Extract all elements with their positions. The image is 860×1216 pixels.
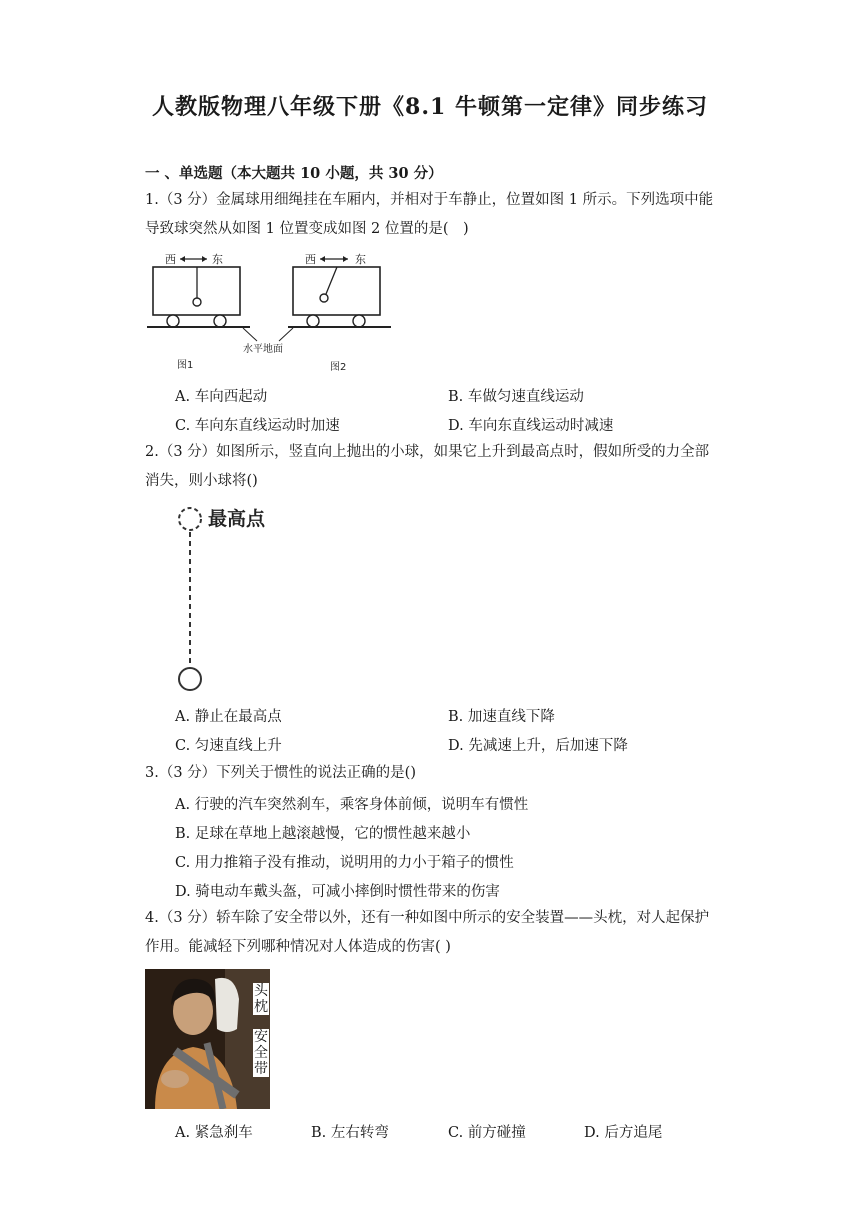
q4-option-d[interactable]: D. 后方追尾 xyxy=(584,1125,663,1141)
q3-option-d[interactable]: D. 骑电动车戴头盔，可减小摔倒时惯性带来的伤害 xyxy=(175,884,500,900)
q2-option-c[interactable]: C. 匀速直线上升 xyxy=(175,738,282,754)
q4-option-b[interactable]: B. 左右转弯 xyxy=(311,1125,389,1141)
west-label-2: 西 xyxy=(305,253,316,266)
q1-option-b[interactable]: B. 车做匀速直线运动 xyxy=(448,389,584,405)
q2-option-b[interactable]: B. 加速直线下降 xyxy=(448,709,555,725)
question-2-text: 2.（3 分）如图所示，竖直向上抛出的小球，如果它上升到最高点时，假如所受的力全部消失，则小球将() xyxy=(145,444,710,489)
car-figure-2 xyxy=(288,253,391,373)
q3-option-a[interactable]: A. 行驶的汽车突然刹车，乘客身体前倾，说明车有惯性 xyxy=(175,797,529,813)
q3-option-b[interactable]: B. 足球在草地上越滚越慢，它的惯性越来越小 xyxy=(175,826,471,842)
page-title: 人教版物理八年级下册《8.1 牛顿第一定律》同步练习 xyxy=(152,94,708,120)
question-1-figure xyxy=(145,248,395,378)
q1-option-c[interactable]: C. 车向东直线运动时加速 xyxy=(175,418,340,434)
highest-point-label: 最高点 xyxy=(208,508,266,530)
q3-option-c[interactable]: C. 用力推箱子没有推动，说明用的力小于箱子的惯性 xyxy=(175,855,514,871)
q4-option-a[interactable]: A. 紧急刹车 xyxy=(175,1125,253,1141)
west-label-1: 西 xyxy=(165,253,176,266)
east-label-2: 东 xyxy=(355,253,366,266)
q2-option-a[interactable]: A. 静止在最高点 xyxy=(175,709,282,725)
q2-option-d[interactable]: D. 先减速上升，后加速下降 xyxy=(448,738,628,754)
question-3-text: 3.（3 分）下列关于惯性的说法正确的是() xyxy=(145,765,416,781)
seatbelt-label: 安全带 xyxy=(254,1029,268,1077)
q4-option-c[interactable]: C. 前方碰撞 xyxy=(448,1125,526,1141)
question-1-text: 1.（3 分）金属球用细绳挂在车厢内，并相对于车静止，位置如图 1 所示。下列选项中能导致球突然从如图 1 位置变成如图 2 位置的是( ) xyxy=(145,192,714,237)
figure-2-label: 图2 xyxy=(330,362,347,373)
q1-option-d[interactable]: D. 车向东直线运动时减速 xyxy=(448,418,614,434)
q1-option-a[interactable]: A. 车向西起动 xyxy=(175,389,268,405)
car-seat-illustration xyxy=(145,969,270,1109)
question-2-figure xyxy=(168,500,288,700)
headrest-label: 头枕 xyxy=(254,983,268,1015)
section-heading: 一 、单选题（本大题共 10 小题，共 30 分） xyxy=(145,165,443,182)
car-figure-1 xyxy=(147,253,250,371)
headrest-photo xyxy=(145,969,270,1109)
ground-label: 水平地面 xyxy=(243,344,283,355)
figure-1-label: 图1 xyxy=(177,360,194,371)
question-4-text: 4.（3 分）轿车除了安全带以外，还有一种如图中所示的安全装置——头枕，对人起保护作用。能减轻下列哪种情况对人体造成的伤害( ) xyxy=(145,910,710,955)
east-label-1: 东 xyxy=(212,253,223,266)
